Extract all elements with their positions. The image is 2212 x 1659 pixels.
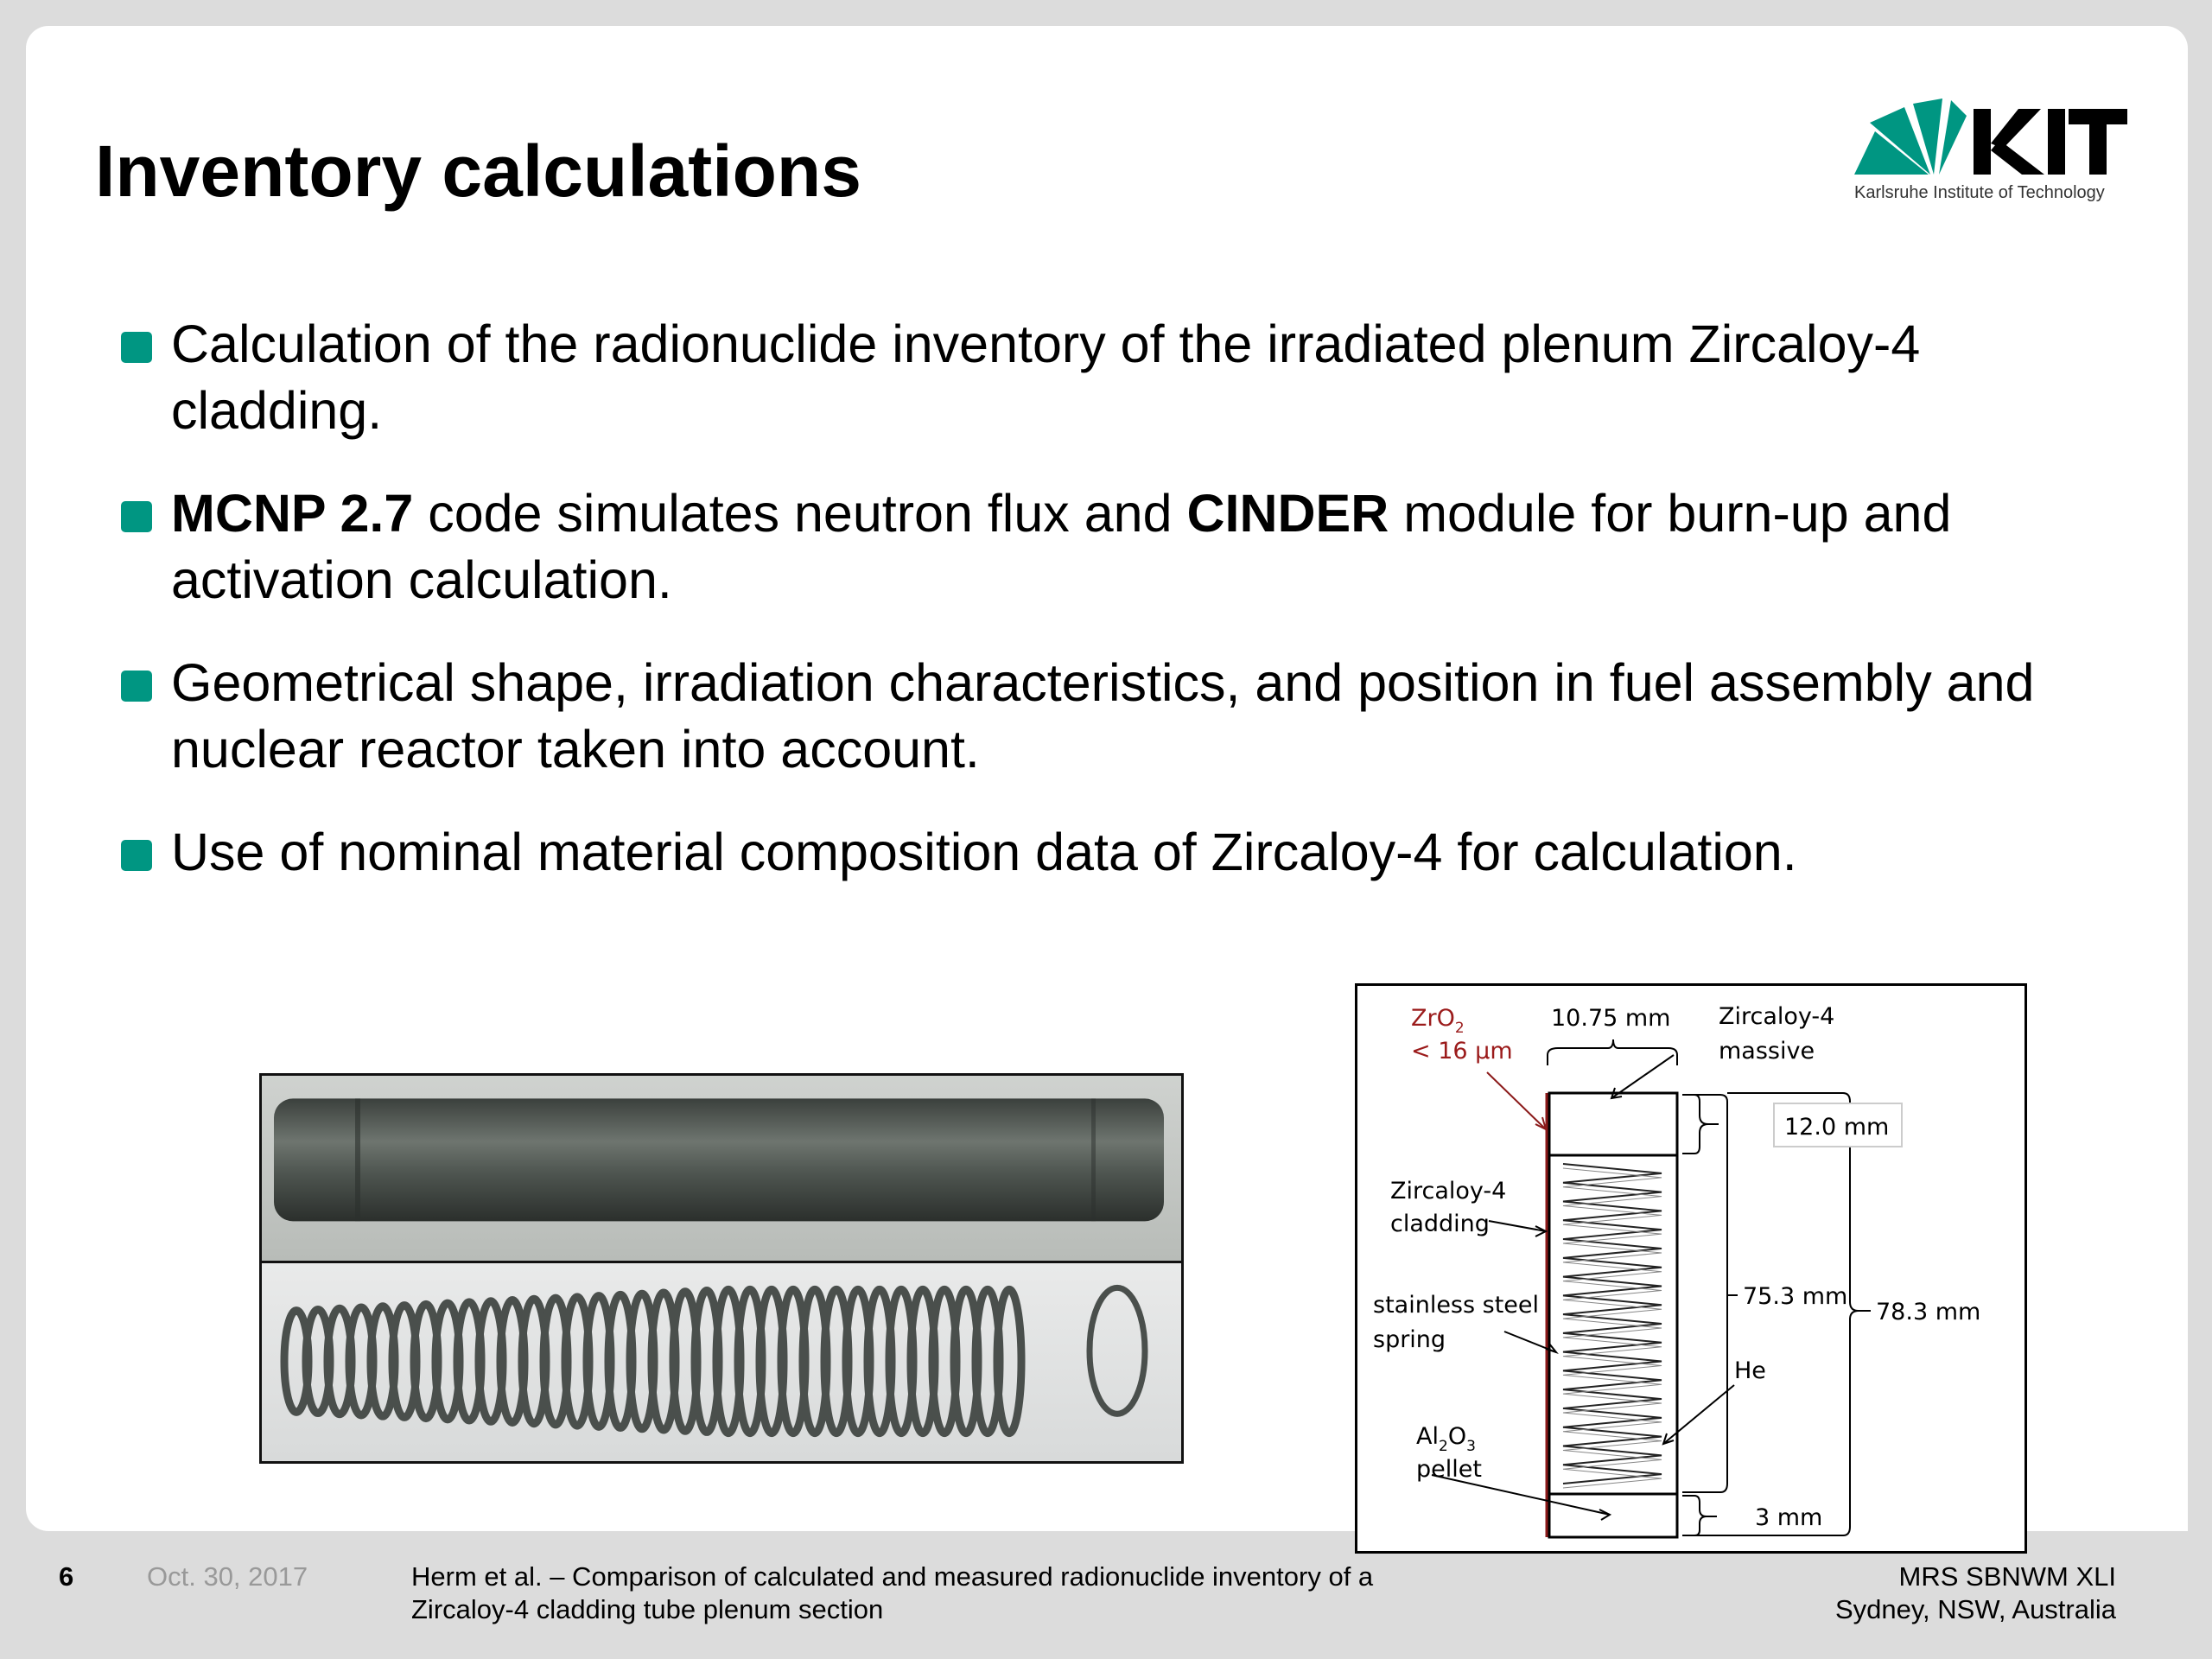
section-height-label: 75.3 mm [1743,1283,1848,1310]
slide [26,26,2188,1531]
footer-citation-line1: Herm et al. – Comparison of calculated and measured radionuclide inventory of a [411,1561,1374,1592]
conference-line2: Sydney, NSW, Australia [1834,1594,2116,1624]
bullet-text: Geometrical shape, irradiation characteristics, and position in fuel assembly and nuclear reactor taken into account. [171,653,2035,779]
bottom-height-label: 3 mm [1755,1504,1823,1531]
spring-photo [262,1263,1181,1461]
bullet-bold-text: CINDER [1186,484,1389,543]
bullet-list [95,311,2108,922]
presentation-date: Oct. 30, 2017 [147,1561,308,1592]
total-height-label: 78.3 mm [1876,1299,1981,1325]
bullet-square-icon [121,671,152,702]
bullet-text: code simulates neutron flux and [413,484,1187,543]
spring-coil [997,1289,1021,1433]
spring-drawing [1563,1164,1662,1488]
bullet-square-icon [121,332,152,363]
spring-label-line1: stainless steel [1373,1292,1540,1319]
spring-end-coil [1090,1287,1145,1414]
bullet-text: Use of nominal material composition data of Zircaloy-4 for calculation. [171,823,1797,881]
zro2-thickness-label: < 16 µm [1411,1038,1513,1065]
spring-label-line2: spring [1373,1326,1446,1353]
conference-line1: MRS SBNWM XLI [1898,1561,2116,1592]
bullet-item [95,819,2108,886]
cladding-label-line1: Zircaloy-4 [1390,1178,1507,1205]
cladding-tube-photo [262,1076,1181,1263]
slide-title: Inventory calculations [95,130,861,212]
plenum-diagram [1355,983,2027,1554]
bullet-bold-text: MCNP 2.7 [171,484,414,543]
top-height-label: 12.0 mm [1784,1114,1890,1141]
bullet-text: module for burn-up and activation calculation. [171,484,1952,609]
he-label: He [1734,1357,1766,1384]
cladding-label-line2: cladding [1390,1211,1490,1237]
massive-label-line2: massive [1719,1038,1815,1065]
kit-logo [1849,78,2152,233]
bullet-item [95,650,2108,783]
bullet-square-icon [121,840,152,871]
conference-info [1835,1560,2116,1626]
logo-caption: Karlsruhe Institute of Technology [1854,183,2105,202]
page-number: 6 [59,1561,74,1592]
bullet-item [95,311,2108,444]
al2o3-label: $Al_2O_3$ [1416,1423,1476,1455]
footer-citation-line2: Zircaloy-4 cladding tube plenum section [411,1594,884,1624]
pellet-label: pellet [1416,1456,1482,1483]
bullet-square-icon [121,501,152,532]
footer-citation [411,1560,1465,1626]
massive-label-line1: Zircaloy-4 [1719,1003,1835,1030]
bullet-item [95,480,2108,613]
width-label: 10.75 mm [1551,1005,1671,1032]
bullet-text: Calculation of the radionuclide inventory of the irradiated plenum Zircaloy-4 cladding. [171,315,1921,440]
sample-photo [259,1073,1184,1464]
zro2-label: ZrO$_2$ [1411,1005,1465,1037]
